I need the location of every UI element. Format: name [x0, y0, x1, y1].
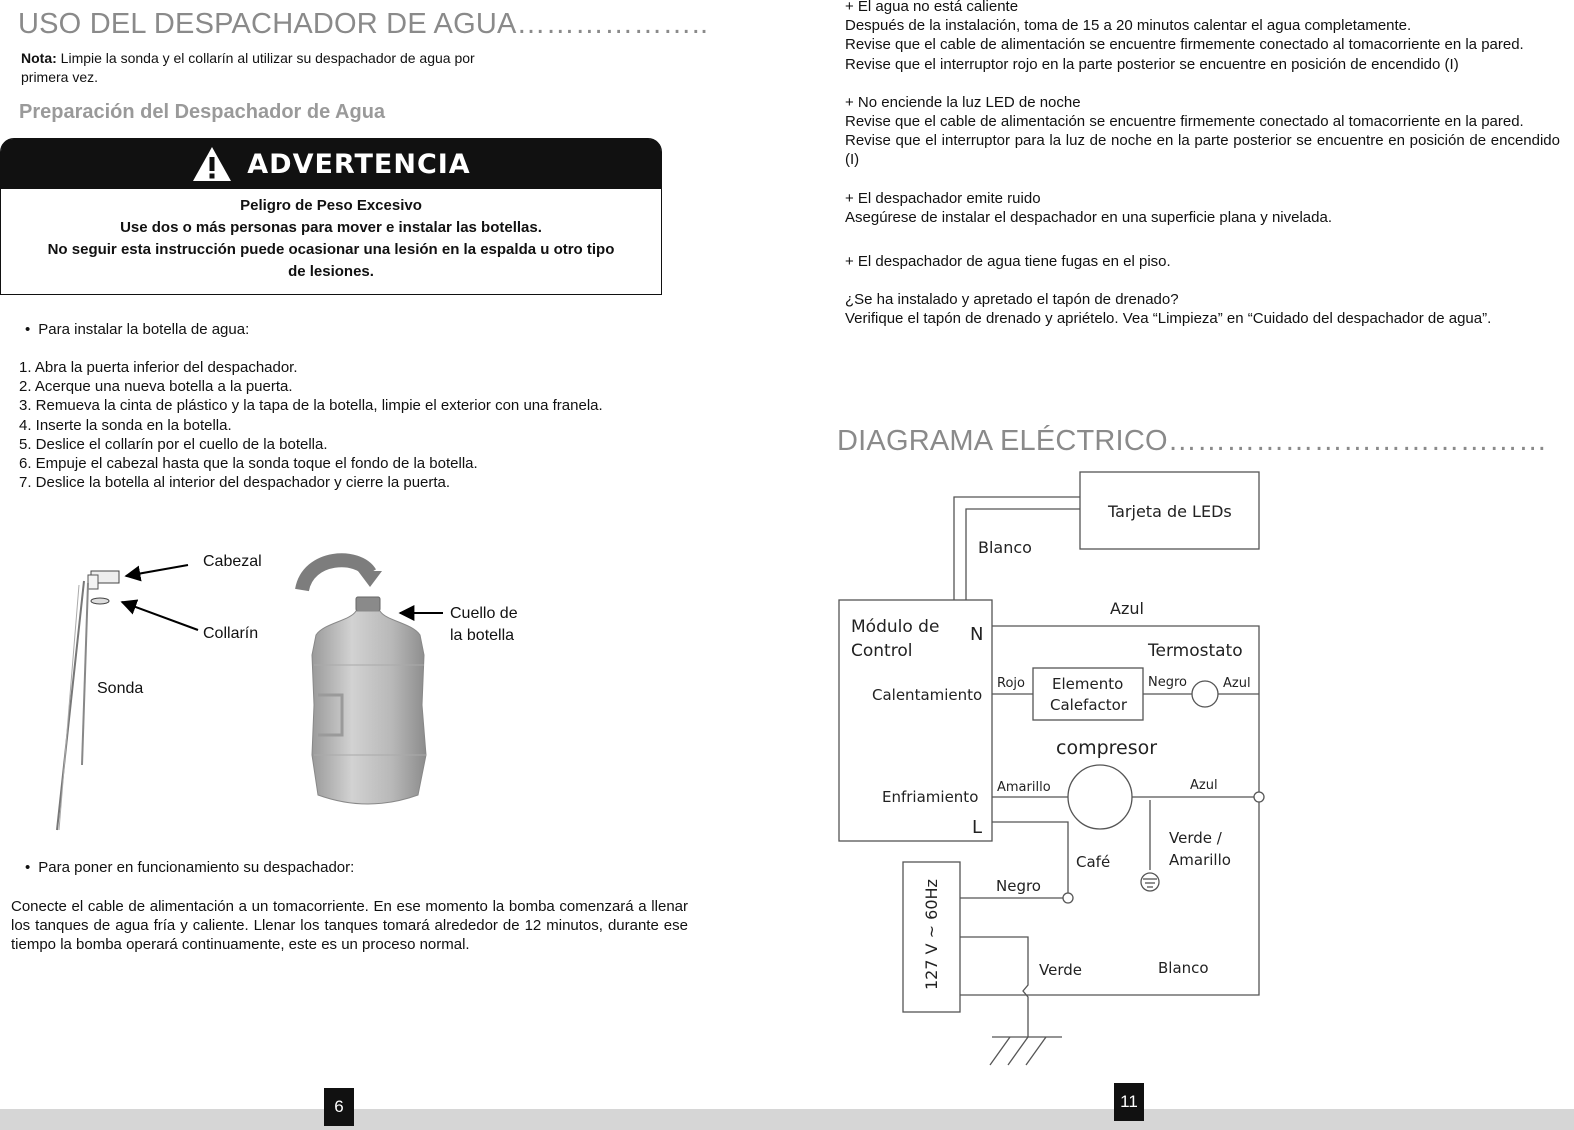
probe-icon	[57, 571, 119, 830]
label-elemento-1: Elemento	[1052, 675, 1124, 693]
problem-heading: + El despachador de agua tiene fugas en el piso.	[845, 253, 1171, 271]
diagram-title: DIAGRAMA ELÉCTRICO…………………………………	[837, 425, 1548, 457]
operate-text: Conecte el cable de alimentación a un tomacorriente. En ese momento la bomba comenzará a llenar los tanques de agua fría y caliente. Llenar los tanques tomará alrededor de 12 minutos, durante ese tiempo la bomba operará continuamente, este es un proceso normal.	[11, 898, 688, 954]
warning-triangle-icon	[191, 145, 233, 183]
label-module-1: Módulo de	[851, 617, 940, 637]
label-cabezal: Cabezal	[203, 553, 262, 570]
label-module-2: Control	[851, 641, 913, 661]
label-amarillo: Amarillo	[997, 780, 1051, 795]
label-cuello-line: la botella	[450, 627, 515, 644]
problem-heading: + No enciende la luz LED de noche	[845, 93, 1081, 111]
note-text: Limpie la sonda y el collarín al utilizar su despachador de agua por	[60, 50, 475, 66]
label-calentamiento: Calentamiento	[872, 686, 983, 704]
warning-box	[0, 138, 662, 295]
label-cuello	[450, 603, 518, 647]
page-number-right: 11	[1114, 1083, 1144, 1121]
warning-title: ADVERTENCIA	[247, 148, 471, 180]
install-bullet: • Para instalar la botella de agua:	[25, 320, 249, 339]
label-compresor: compresor	[1056, 737, 1158, 759]
label-negro-bottom: Negro	[996, 877, 1041, 895]
label-verde-amarillo-2: Amarillo	[1169, 851, 1231, 869]
step-item: 3. Remueva la cinta de plástico y la tapa de la botella, limpie el exterior con una franela.	[19, 397, 603, 415]
label-rojo: Rojo	[997, 676, 1025, 691]
note-text-2: primera vez.	[21, 69, 99, 85]
step-item: 6. Empuje el cabezal hasta que la sonda toque el fondo de la botella.	[19, 455, 478, 473]
thermostat-icon	[1192, 681, 1218, 707]
step-item: 7. Deslice la botella al interior del despachador y cierre la puerta.	[19, 474, 451, 492]
section-title: Preparación del Despachador de Agua	[19, 101, 386, 123]
warning-line: No seguir esta instrucción puede ocasionar una lesión en la espalda u otro tipo	[47, 241, 615, 258]
solution-text: Verifique el tapón de drenado y apriételo. Vea “Limpieza” en “Cuidado del despachador de agua”.	[845, 310, 1492, 328]
solution-text: Revise que el cable de alimentación se encuentre firmemente conectado al tomacorriente en la pared.	[845, 113, 1524, 131]
left-page-title: USO DEL DESPACHADOR DE AGUA………………..	[18, 8, 709, 40]
label-azul-comp: Azul	[1190, 778, 1218, 793]
warning-line: de lesiones.	[288, 263, 374, 280]
step-item: 1. Abra la puerta inferior del despachador.	[19, 359, 298, 376]
label-azul-top: Azul	[1110, 599, 1144, 618]
solution-text: Asegúrese de instalar el despachador en una superficie plana y nivelada.	[845, 208, 1332, 226]
troubleshooting	[845, 0, 1560, 329]
problem-heading: + El agua no está caliente	[845, 0, 1019, 15]
label-sonda: Sonda	[97, 680, 144, 697]
note-label: Nota:	[21, 50, 57, 66]
label-collarin: Collarín	[203, 625, 259, 642]
label-verde-amarillo-1: Verde /	[1169, 829, 1222, 847]
label-verde: Verde	[1039, 961, 1082, 979]
solution-text: Revise que el cable de alimentación se encuentre firmemente conectado al tomacorriente en la pared.	[845, 36, 1524, 54]
warning-line: Use dos o más personas para mover e instalar las botellas.	[120, 219, 542, 236]
electrical-diagram	[830, 465, 1280, 1075]
label-blanco-top: Blanco	[978, 538, 1032, 557]
label-cafe: Café	[1076, 853, 1111, 871]
label-led-card: Tarjeta de LEDs	[1108, 502, 1232, 521]
label-termostato: Termostato	[1148, 641, 1243, 661]
ground-symbol-icon	[1141, 873, 1159, 891]
label-negro-right: Negro	[1148, 675, 1187, 690]
install-steps	[19, 358, 699, 492]
label-enfriamiento: Enfriamiento	[882, 788, 979, 806]
warning-header	[1, 139, 661, 189]
step-item: 4. Inserte la sonda en la botella.	[19, 416, 232, 434]
solution-text: Revise que el interruptor para la luz de noche en la parte posterior se encuentre en posición de encendido (I)	[845, 132, 1560, 169]
label-elemento-2: Calefactor	[1050, 696, 1128, 714]
operate-bullet: • Para poner en funcionamiento su despachador:	[25, 858, 354, 877]
warning-body	[1, 189, 661, 291]
problem-heading: + El despachador emite ruido	[845, 189, 1041, 207]
label-l: L	[972, 817, 983, 838]
compressor-icon	[1068, 765, 1132, 829]
label-supply: 127 V ~ 60Hz	[922, 879, 941, 990]
solution-text: Revise que el interruptor rojo en la parte posterior se encuentre en posición de encendido (I)	[845, 55, 1459, 73]
label-azul-right: Azul	[1223, 676, 1251, 691]
page-number-left: 6	[324, 1088, 354, 1126]
page-footer-bar	[0, 1109, 1574, 1130]
solution-text: Después de la instalación, toma de 15 a 20 minutos calentar el agua completamente.	[845, 17, 1412, 35]
warning-line: Peligro de Peso Excesivo	[240, 197, 422, 214]
water-bottle-icon	[312, 597, 426, 804]
step-item: 5. Deslice el collarín por el cuello de la botella.	[19, 435, 328, 453]
step-item: 2. Acerque una nueva botella a la puerta.	[19, 378, 293, 396]
label-n: N	[970, 624, 984, 645]
solution-text: ¿Se ha instalado y apretado el tapón de drenado?	[845, 291, 1179, 309]
label-blanco-bottom: Blanco	[1158, 959, 1209, 977]
curved-arrow-icon	[302, 560, 382, 590]
note	[21, 49, 581, 87]
label-cuello-line: Cuello de	[450, 605, 518, 622]
